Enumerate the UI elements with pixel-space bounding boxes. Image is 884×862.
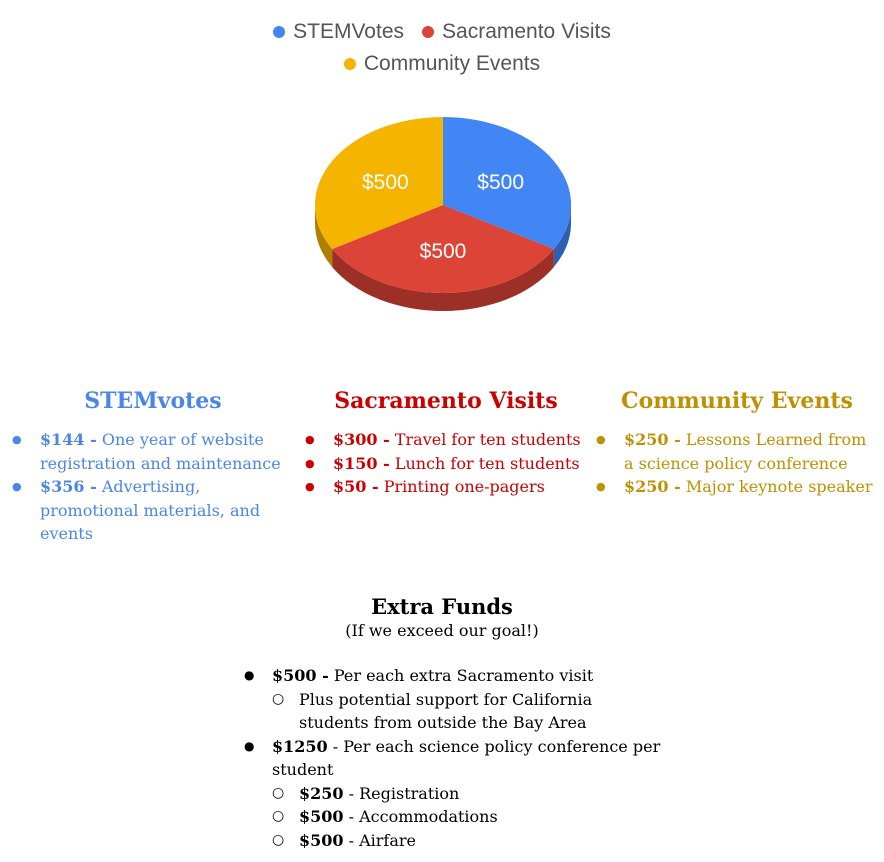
- sub-list: [272, 782, 664, 853]
- item-amount: $500: [299, 807, 344, 826]
- item-text: One year of website registration and maintenance: [40, 430, 281, 473]
- item-text: Advertising, promotional materials, and events: [40, 477, 261, 543]
- item-amount: $356 -: [40, 477, 97, 496]
- item-text: Per each extra Sacramento visit: [328, 666, 594, 685]
- pie-slices: [315, 117, 571, 293]
- item-amount: $50 -: [333, 477, 379, 496]
- item-text: Lessons Learned from a science policy conference: [624, 430, 867, 473]
- extra-funds-subtitle: (If we exceed our goal!): [345, 621, 539, 640]
- column-community-events: [596, 388, 878, 499]
- list-item: [244, 664, 664, 735]
- pie-label-community-events: $500: [361, 171, 409, 195]
- list-item: [305, 428, 587, 452]
- column-title: STEMvotes: [84, 388, 222, 414]
- sub-list-item: [272, 829, 664, 853]
- item-amount: $250: [299, 783, 344, 803]
- column-title: Sacramento Visits: [334, 388, 558, 414]
- sub-list-item: [272, 805, 664, 829]
- item-amount: $144 -: [40, 430, 97, 449]
- item-amount: $150 -: [333, 453, 390, 473]
- column-sacramento-visits: [305, 388, 587, 499]
- list-item: [596, 475, 878, 499]
- extra-funds-section: [0, 594, 884, 850]
- pie-label-stemvotes: $500: [477, 171, 525, 195]
- column-list: [12, 428, 294, 546]
- item-text: - Registration: [343, 783, 460, 803]
- list-item: [12, 428, 294, 475]
- item-text: Lunch for ten students: [389, 453, 580, 473]
- legend-item-stemvotes: [273, 20, 404, 44]
- item-text: - Airfare: [343, 830, 417, 850]
- item-text: - Accommodations: [343, 807, 498, 826]
- column-list: [305, 428, 587, 499]
- item-text: Major keynote speaker: [680, 477, 873, 496]
- legend-swatch-stemvotes: [273, 26, 285, 38]
- legend-item-sacramento: [422, 20, 611, 44]
- item-amount: $300 -: [333, 430, 390, 449]
- legend-swatch-sacramento: [422, 26, 434, 38]
- extra-funds-list: [244, 664, 664, 852]
- chart-legend-row-2: [0, 52, 884, 76]
- item-text: - Per each science policy conference per student: [272, 736, 661, 779]
- legend-label: Community Events: [363, 52, 541, 75]
- item-amount: $500 -: [272, 666, 329, 685]
- sub-list: [272, 688, 664, 735]
- column-title: Community Events: [621, 388, 853, 414]
- item-text: Plus potential support for California students from outside the Bay Area: [299, 689, 593, 732]
- sub-list-item: [272, 782, 664, 806]
- item-text: Printing one-pagers: [378, 477, 545, 496]
- item-amount: $250 -: [624, 430, 681, 449]
- legend-item-community: [344, 52, 540, 76]
- column-stemvotes: [12, 388, 294, 546]
- extra-funds-title: Extra Funds: [371, 594, 513, 619]
- pie-chart: [300, 100, 590, 330]
- list-item: [305, 475, 587, 499]
- legend-label: STEMVotes: [293, 20, 405, 43]
- column-list: [596, 428, 878, 499]
- list-item: [12, 475, 294, 546]
- item-text: Travel for ten students: [389, 430, 581, 449]
- legend-swatch-community: [344, 58, 356, 70]
- pie-label-sacramento-visits: $500: [419, 239, 467, 263]
- item-amount: $1250: [272, 736, 328, 756]
- sub-list-item: [272, 688, 664, 735]
- list-item: [305, 452, 587, 476]
- list-item: [596, 428, 878, 475]
- item-amount: $500: [299, 830, 344, 850]
- legend-label: Sacramento Visits: [442, 20, 611, 43]
- list-item: [244, 735, 664, 853]
- item-amount: $250 -: [624, 477, 681, 496]
- chart-legend-row-1: [0, 20, 884, 44]
